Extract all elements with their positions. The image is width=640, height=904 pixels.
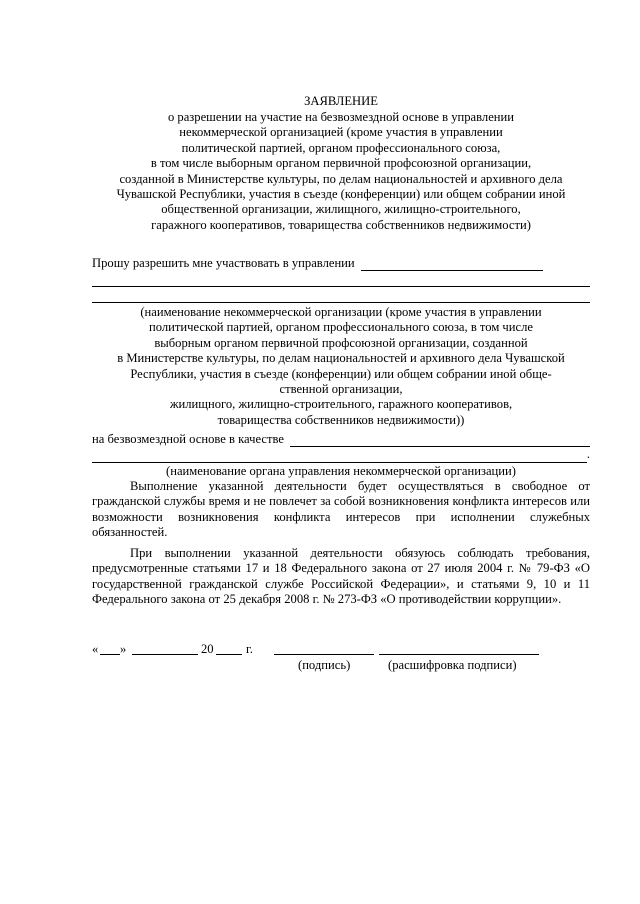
paragraph-obligations: При выполнении указанной деятельности обязуюсь соблюдать требования, предусмотренные статьями 17 и 18 Федерального закона от 27 июля 2004 г. № 79-ФЗ «О государственной гражданской службе Российской Федерации», и статьями 9, 10 и 11 Федерального закона от 25 декабря 2008 г. № 273-ФЗ «О противодействии коррупции». bbox=[92, 546, 590, 607]
request-section bbox=[92, 256, 590, 303]
org-name-blank-line-2[interactable] bbox=[92, 271, 590, 287]
heading-line: гаражного кооперативов, товарищества собственников недвижимости) bbox=[151, 217, 531, 232]
heading-line: Чувашской Республики, участия в съезде (конференции) или общем собрании иной bbox=[116, 187, 566, 202]
caption-line: Республики, участия в съезде (конференции) или общем собрании иной обще- bbox=[130, 366, 552, 381]
heading-line: созданной в Министерстве культуры, по делам национальностей и архивного дела bbox=[119, 171, 563, 186]
heading-line: о разрешении на участие на безвозмездной основе в управлении bbox=[167, 110, 515, 124]
governing-body-blank[interactable] bbox=[290, 435, 590, 447]
governing-body-caption: (наименование органа управления некоммерческой организации) bbox=[166, 464, 516, 478]
caption-line: жилищного, жилищно-строительного, гаражного кооперативов, bbox=[169, 397, 513, 412]
basis-row-2 bbox=[92, 447, 590, 462]
paragraph-activity: Выполнение указанной деятельности будет осуществляться в свободное от гражданской службы время и не повлечет за собой возникновения конфликта интересов или возможности возникновения конфликта интересов при исполнении служебных обязанностей. bbox=[92, 479, 590, 540]
basis-end-dot: . bbox=[586, 447, 590, 462]
signature-caption: (подпись) bbox=[298, 658, 351, 672]
document-title: ЗАЯВЛЕНИЕ bbox=[304, 94, 378, 108]
year-suffix: г. bbox=[246, 642, 253, 656]
day-blank[interactable] bbox=[100, 654, 120, 655]
signature-blank[interactable] bbox=[274, 654, 374, 655]
month-blank[interactable] bbox=[132, 654, 198, 655]
caption-line: (наименование некоммерческой организации (кроме участия в управлении bbox=[140, 305, 542, 319]
caption-line: в Министерстве культуры, по делам национальностей и архивного дела Чувашской bbox=[117, 351, 565, 366]
caption-line: товарищества собственников недвижимости)) bbox=[217, 412, 465, 427]
signature-row bbox=[92, 642, 552, 658]
signature-decode-caption: (расшифровка подписи) bbox=[388, 658, 517, 672]
caption-line: выборным органом первичной профсоюзной организации, созданной bbox=[154, 335, 528, 350]
org-caption bbox=[92, 305, 590, 428]
heading-line: некоммерческой организацией (кроме участия в управлении bbox=[179, 125, 503, 140]
basis-label: на безвозмездной основе в качестве bbox=[92, 431, 284, 446]
caption-line: политической партией, органом профессионального союза, в том числе bbox=[149, 320, 533, 335]
org-name-blank-line-3[interactable] bbox=[92, 287, 590, 303]
document-heading bbox=[92, 110, 590, 233]
request-label: Прошу разрешить мне участвовать в управлении bbox=[92, 255, 355, 270]
year-prefix: 20 bbox=[201, 642, 214, 656]
signature-decode-blank[interactable] bbox=[379, 654, 539, 655]
heading-line: в том числе выборным органом первичной профсоюзной организации, bbox=[150, 156, 532, 171]
date-open-quote: « bbox=[92, 642, 99, 656]
date-close-quote: » bbox=[120, 642, 127, 656]
heading-line: общественной организации, жилищного, жилищно-строительного, bbox=[161, 202, 521, 217]
org-name-blank[interactable] bbox=[361, 259, 543, 271]
basis-section bbox=[92, 432, 590, 463]
year-blank[interactable] bbox=[216, 654, 242, 655]
governing-body-blank-line-2[interactable] bbox=[92, 451, 587, 463]
heading-line: политической партией, органом профессионального союза, bbox=[181, 140, 501, 155]
request-row bbox=[92, 256, 590, 271]
caption-line: ственной организации, bbox=[279, 382, 403, 397]
basis-row bbox=[92, 432, 590, 447]
